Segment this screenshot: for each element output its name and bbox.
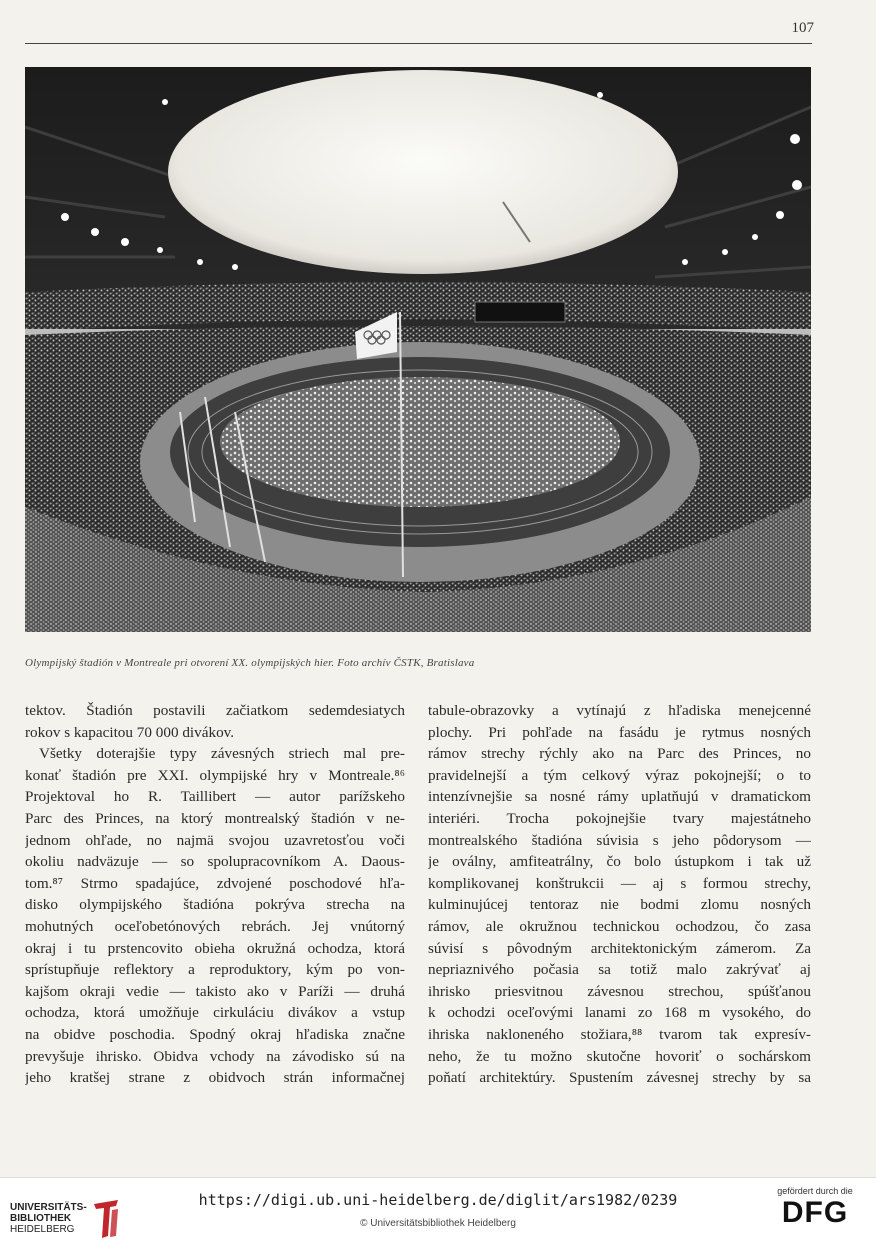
text-line: tabule-obrazovky a vytínajú z hľadiska menejcenné bbox=[428, 702, 811, 719]
institution-line: HEIDELBERG bbox=[10, 1224, 75, 1235]
text-line: montrealského štadióna súvisia s jeho pôdorysom — bbox=[428, 831, 811, 849]
text-line: okraj i tu prstencovito obieha okružná ochodza, ktorá bbox=[25, 939, 405, 957]
institution-line: UNIVERSITÄTS- bbox=[10, 1202, 87, 1213]
text-line: plochy. Pri pohľade na fasádu je rytmus nosných bbox=[428, 723, 811, 741]
text-line: neho, že tu možno skutočne hovoriť o sochárskom bbox=[428, 1047, 811, 1065]
copyright-notice: © Universitätsbibliothek Heidelberg bbox=[360, 1218, 516, 1229]
institution-line: BIBLIOTHEK bbox=[10, 1213, 72, 1224]
text-line: sprístupňuje reflektory a reproduktory, kým po von- bbox=[25, 961, 405, 979]
text-line: tom.⁸⁷ Strmo spadajúce, zdvojené poschodové hľa- bbox=[25, 874, 405, 892]
text-line: rámov, ale okružnou technickou ochodzou, čo zasa bbox=[428, 917, 811, 935]
text-line: disko olympijského štadióna pokrýva strecha na bbox=[25, 896, 405, 914]
text-line: tektov. Štadión postavili začiatkom sedemdesiatych bbox=[25, 702, 405, 719]
text-line: kulminujúcej tentoraz nie bodmi zlomu nosných bbox=[428, 896, 811, 914]
text-column-left bbox=[25, 700, 405, 1089]
text-line: interiéri. Trocha pokojnejšie tvary majestátneho bbox=[428, 809, 811, 827]
page-url[interactable]: https://digi.ub.uni-heidelberg.de/diglit/ars1982/0239 bbox=[198, 1191, 678, 1209]
stadium-photo bbox=[25, 67, 811, 632]
text-line: ihrisko priesvitnou závesnou strechou, spúšťanou bbox=[428, 982, 811, 1000]
photo-caption: Olympijský štadión v Montreale pri otvorení XX. olympijských hier. Foto archív ČSTK, Bratislava bbox=[25, 657, 475, 669]
text-line: k ochodzi oceľovými lanami zo 168 m vysokého, do bbox=[428, 1004, 811, 1022]
text-line: poňatí architektúry. Spustením závesnej strechy by sa bbox=[428, 1069, 811, 1087]
text-line: nepriaznivého počasia sa totiž malo zakrývať aj bbox=[428, 961, 811, 979]
text-line: rámov strechy rýchly ako na Parc des Princes, no bbox=[428, 745, 811, 763]
viewer-footer bbox=[0, 1177, 876, 1241]
text-line: mohutných oceľobetónových rebrách. Jej vnútorný bbox=[25, 917, 405, 935]
funder-label: gefördert durch die bbox=[777, 1186, 853, 1196]
text-column-right bbox=[428, 700, 811, 1089]
text-line: súvisí s pôvodným architektonickým zámerom. Za bbox=[428, 939, 811, 957]
text-line: kajšom okraji vedie — takisto ako v Paríži — druhá bbox=[25, 982, 405, 1000]
text-line: na obidve poschodia. Spodný okraj hľadiska značne bbox=[25, 1025, 405, 1043]
text-line: Parc des Princes, na ktorý montrealský štadión v ne- bbox=[25, 809, 405, 827]
page-number: 107 bbox=[791, 20, 814, 36]
text-line: pravidelnejší a tým celkový výraz pokojnejší; o to bbox=[428, 766, 811, 784]
text-line: jeho kratšej strane z obidvoch strán informačnej bbox=[25, 1069, 405, 1087]
text-line: komplikovanej konštrukcii — aj s formou strechy, bbox=[428, 874, 811, 892]
text-line: konať štadión pre XXI. olympijské hry v Montreale.⁸⁶ bbox=[25, 766, 405, 784]
text-line: ochodza, ktorá umožňuje cirkuláciu divákov a vstup bbox=[25, 1004, 405, 1022]
text-line: okoliu nadväzuje — so spolupracovníkom A. Daous- bbox=[25, 853, 405, 871]
dfg-logo: DFG bbox=[781, 1196, 849, 1229]
text-line: intenzívnejšie sa nosné rámy uplatňujú v dramatickom bbox=[428, 788, 811, 806]
text-line: Projektoval ho R. Taillibert — autor parížskeho bbox=[25, 788, 405, 806]
text-line: rokov s kapacitou 70 000 divákov. bbox=[25, 723, 235, 741]
text-line: prevyšuje ihrisko. Obidva vchody na závodisko sú na bbox=[25, 1047, 405, 1065]
funder-block[interactable] bbox=[770, 1186, 860, 1230]
text-line: ihriska nakloneného stožiara,⁸⁸ tvarom tak expresív- bbox=[428, 1025, 811, 1043]
text-line: Všetky doterajšie typy závesných striech mal pre- bbox=[39, 745, 405, 763]
header-rule bbox=[25, 43, 812, 44]
text-line: je oválny, amfiteatrálny, čo bolo ústupkom i tak už bbox=[428, 853, 811, 871]
text-line: jednom ohľade, no najmä svojou uzavretosťou voči bbox=[25, 831, 405, 849]
